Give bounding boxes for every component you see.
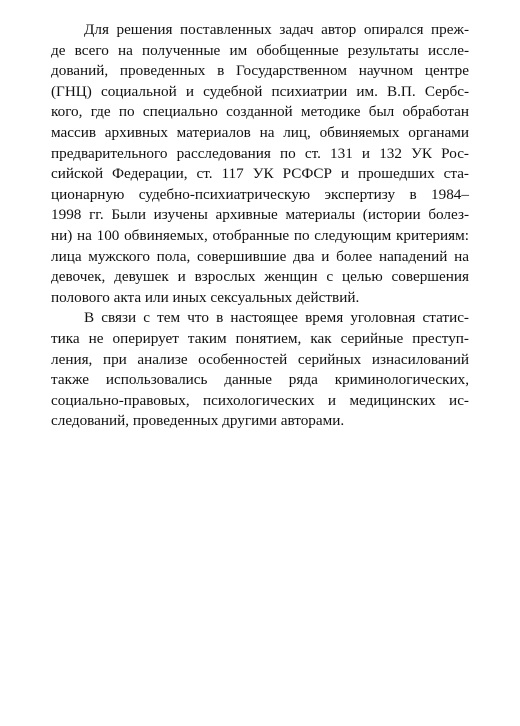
text-line: ни) на 100 обвиняемых, отобранные по следующим критериям: (51, 226, 469, 244)
body-text (51, 20, 469, 432)
text-line: 1998 гг. Были изучены архивные материалы (истории болез- (51, 206, 469, 224)
text-line: Для решения поставленных задач автор опирался преж- (84, 21, 469, 38)
text-line: дований, проведенных в Государственном научном центре (51, 62, 469, 80)
text-line: (ГНЦ) социальной и судебной психиатрии им. В.П. Сербс- (51, 82, 469, 100)
text-line: кого, где по специально созданной методике был обработан (51, 103, 469, 121)
text-line: В связи с тем что в настоящее время уголовная статис- (84, 309, 469, 327)
text-line: полового акта или иных сексуальных действий. (51, 288, 360, 306)
text-line: де всего на полученные им обобщенные результаты иссле- (51, 41, 469, 59)
text-line: социально-правовых, психологических и медицинских ис- (51, 391, 469, 409)
text-line: лица мужского пола, совершившие два и более нападений на (51, 247, 469, 265)
text-line: ционарную судебно-психиатрическую экспертизу в 1984– (51, 185, 469, 203)
paragraph-2 (51, 308, 469, 432)
text-line: также использовались данные ряда криминологических, (51, 371, 469, 389)
text-line: тика не оперирует таким понятием, как серийные преступ- (51, 329, 469, 347)
text-line: сийской Федерации, ст. 117 УК РСФСР и прошедших ста- (51, 165, 469, 183)
text-line: ления, при анализе особенностей серийных изнасилований (51, 350, 469, 368)
paragraph-1 (51, 20, 469, 308)
text-line: следований, проведенных другими авторами. (51, 412, 345, 430)
text-line: массив архивных материалов на лиц, обвиняемых органами (51, 123, 469, 141)
text-line: девочек, девушек и взрослых женщин с целью совершения (51, 268, 469, 286)
text-line: предварительного расследования по ст. 131 и 132 УК Рос- (51, 144, 469, 162)
